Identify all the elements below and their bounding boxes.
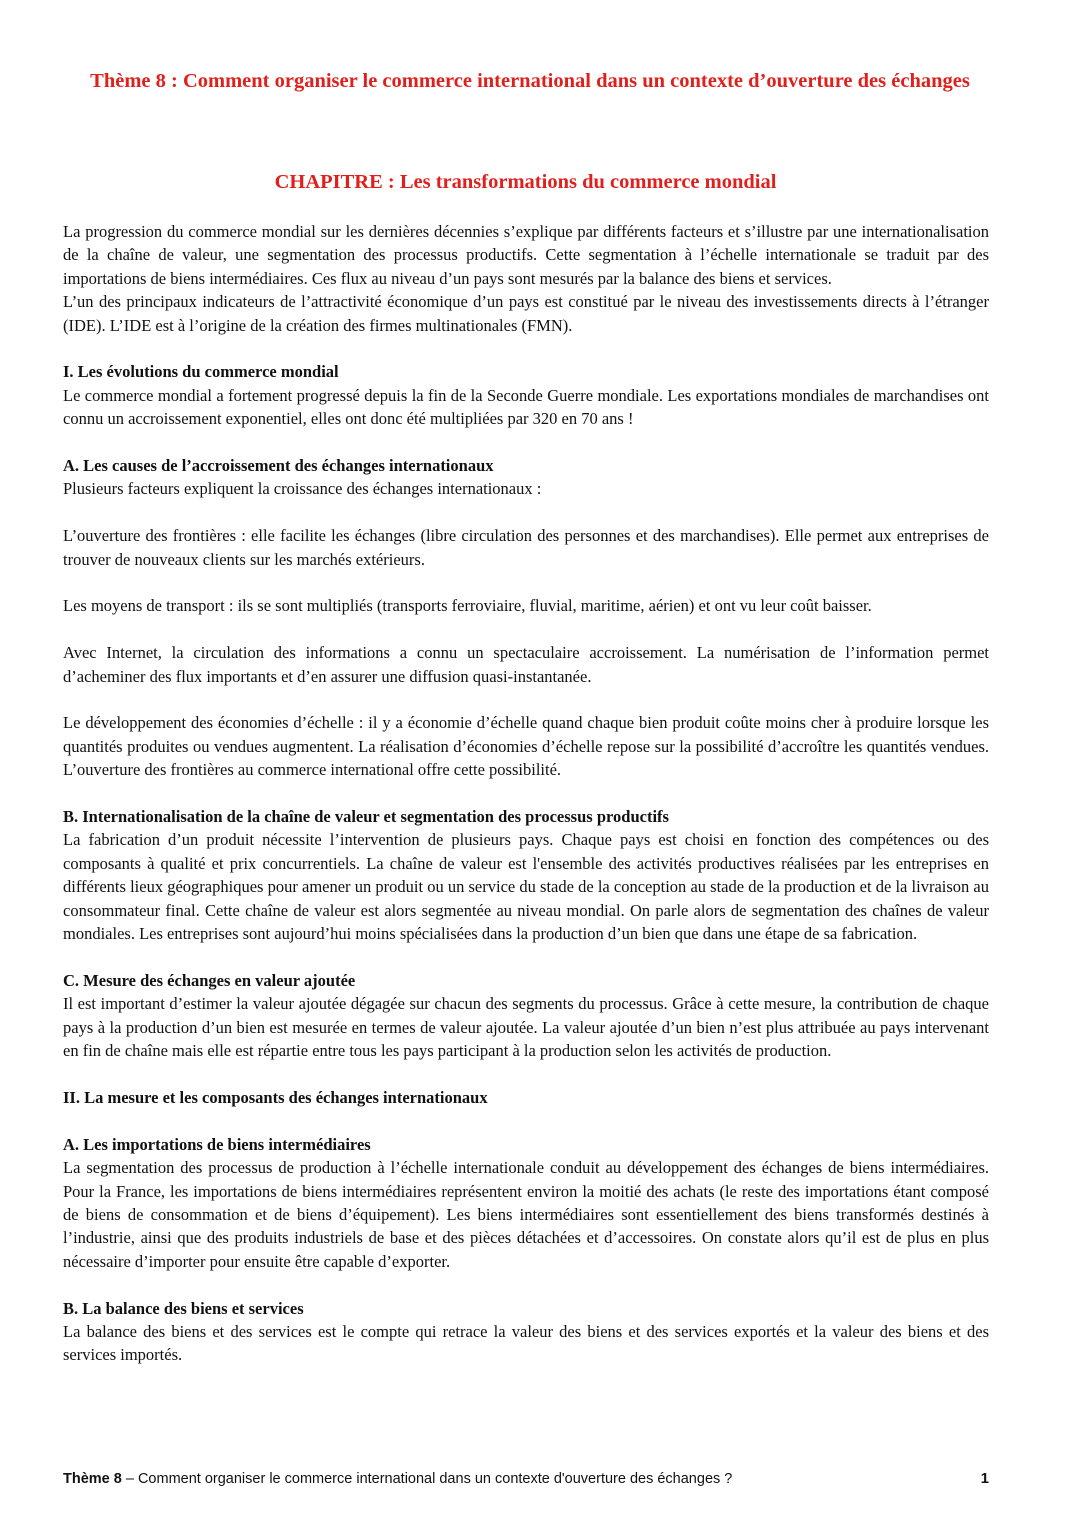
section-2a-text: La segmentation des processus de production à l’échelle internationale conduit au développement des échanges de biens intermédiaires. Pour la France, les importations de biens intermédiaires représentent environ la moitié des achats (le reste des importations étant composé de biens de consommation et de biens d’équipement). Les biens intermédiaires sont essentiellement des biens transformés destinés à l’industrie, ainsi que des produits industriels de base et des pièces détachées et d’accessoires. On constate alors qu’il est de plus en plus nécessaire d’importer pour ensuite être capable d’exporter. [63, 1158, 989, 1271]
section-1-heading: I. Les évolutions du commerce mondial [63, 362, 339, 382]
section-1b-text: La fabrication d’un produit nécessite l’intervention de plusieurs pays. Chaque pays est choisi en fonction des compétences ou des composants à qualité et prix concurrentiels. La chaîne de valeur est l'ensemble des activités productives réalisées par les entreprises en différents lieux géographiques pour amener un produit ou un service du stade de la conception au stade de la production et de la livraison au consommateur final. Cette chaîne de valeur est alors segmentée au niveau mondial. On parle alors de segmentation des chaînes de valeur mondiales. Les entreprises sont aujourd’hui moins spécialisées dans la production d’un bien que dans une étape de sa fabrication. [63, 830, 989, 944]
section-1c-text: Il est important d’estimer la valeur ajoutée dégagée sur chacun des segments du processus. Grâce à cette mesure, la contribution de chaque pays à la production d’un bien est mesurée en termes de valeur ajoutée. La valeur ajoutée d’un bien n’est plus attribuée au pays intervenant en fin de chaîne mais elle est répartie entre tous les pays participant à la production selon les activités de production. [63, 994, 989, 1061]
footer-theme-label: Thème 8 [63, 1471, 122, 1487]
section-2-heading: II. La mesure et les composants des échanges internationaux [63, 1087, 488, 1107]
section-1a-intro: Plusieurs facteurs expliquent la croissance des échanges internationaux : [63, 479, 542, 499]
section-1a-paragraph-3: Avec Internet, la circulation des informations a connu un spectaculaire accroissement. La numérisation de l’information permet d’acheminer des flux importants et d’en assurer une diffusion quasi-instantanée. [63, 643, 989, 686]
section-1a-paragraph-1: L’ouverture des frontières : elle facilite les échanges (libre circulation des personnes et des marchandises). Elle permet aux entreprises de trouver de nouveaux clients sur les marchés extérieurs. [63, 526, 989, 569]
intro-paragraph-2: L’un des principaux indicateurs de l’attractivité économique d’un pays est constitué par le niveau des investissements directs à l’étranger (IDE). L’IDE est à l’origine de la création des firmes multinationales (FMN). [63, 292, 989, 335]
theme-title: Thème 8 : Comment organiser le commerce international dans un contexte d’ouverture des échanges [90, 70, 970, 92]
section-1a-paragraph-2: Les moyens de transport : ils se sont multipliés (transports ferroviaire, fluvial, maritime, aérien) et ont vu leur coût baisser. [63, 596, 872, 616]
page-number: 1 [980, 1470, 989, 1487]
section-2a-heading: A. Les importations de biens intermédiaires [63, 1134, 371, 1154]
section-1b-heading: B. Internationalisation de la chaîne de valeur et segmentation des processus productifs [63, 807, 669, 827]
page-footer [63, 1469, 989, 1489]
document-body [63, 220, 989, 1367]
chapter-title: CHAPITRE : Les transformations du commerce mondial [274, 171, 777, 193]
intro-paragraph-1: La progression du commerce mondial sur les dernières décennies s’explique par différents facteurs et s’illustre par une internationalisation de la chaîne de valeur, une segmentation des processus productifs. Cette segmentation à l’échelle internationale se traduit par des importations de biens intermédiaires. Ces flux au niveau d’un pays sont mesurés par la balance des biens et services. [63, 222, 989, 288]
section-1a-paragraph-4: Le développement des économies d’échelle : il y a économie d’échelle quand chaque bien produit coûte moins cher à produire lorsque les quantités produites ou vendues augmentent. La réalisation d’économies d’échelle repose sur la possibilité d’accroître les quantités vendues. L’ouverture des frontières au commerce international offre cette possibilité. [63, 713, 989, 780]
section-1-text: Le commerce mondial a fortement progressé depuis la fin de la Seconde Guerre mondiale. Les exportations mondiales de marchandises ont connu un accroissement exponentiel, elles ont donc été multipliées par 320 en 70 ans ! [63, 385, 989, 429]
section-2b-text: La balance des biens et des services est le compte qui retrace la valeur des biens et des services exportés et la valeur des biens et des services importés. [63, 1321, 989, 1365]
section-1a-heading: A. Les causes de l’accroissement des échanges internationaux [63, 456, 494, 476]
section-2b-heading: B. La balance des biens et services [63, 1298, 304, 1318]
footer-text: – Comment organiser le commerce international dans un contexte d'ouverture des échanges ? [121, 1471, 733, 1487]
section-1c-heading: C. Mesure des échanges en valeur ajoutée [63, 970, 356, 990]
